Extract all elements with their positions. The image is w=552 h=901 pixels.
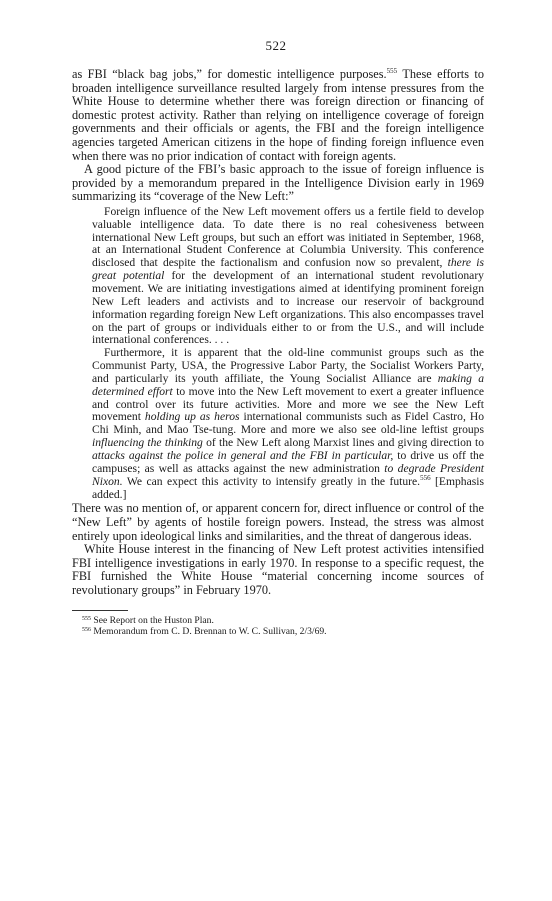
quote-paragraph-1: Foreign influence of the New Left movement offers us a fertile field to develop valuable intelligence data. To date there is no real cohesiveness between international New Left groups, but such an effort was initiated in September, 1968, at an International Student Conference at Columbia University. This conference disclosed that despite the factionalism and confusion now so prevalent, there is great potential for the development of an international student revolutionary movement. We are initiating investigations aimed at identifying prominent foreign New Left leaders and activists and to increase our reservoir of background information regarding foreign New Left organizations. This also encompasses travel on the part of groups or individuals either to or from the U.S., and will include international conferences. . . .: [92, 204, 484, 347]
block-quote: [92, 206, 484, 501]
footnote-ref-556: 556: [420, 473, 431, 482]
page-number: 522: [265, 38, 287, 53]
footnote-556: $^{556}$ Memorandum from C. D. Brennan to W. C. Sullivan, 2/3/69.: [82, 626, 327, 637]
paragraph-1: as FBI “black bag jobs,” for domestic intelligence purposes.$^{555}$ These efforts to broaden intelligence surveillance resulted largely from intense pressures from the White House to determine whether there was foreign direction or financing of domestic protest activity. Rather than relying on intelligence coverage of foreign governments and their officials or agents, the FBI and the foreign intelligence agencies targeted American citizens in the hope of finding foreign influence even when there was no prior indication of contact with foreign agents.: [72, 67, 484, 163]
paragraph-2: A good picture of the FBI’s basic approach to the issue of foreign influence is provided by a memorandum prepared in the Intelligence Division early in 1969 summarizing its “coverage of the New Left:”: [72, 162, 484, 204]
paragraph-3: There was no mention of, or apparent concern for, direct influence or control of the “New Left” by agents of hostile foreign powers. Instead, the stress was almost entirely upon ideological links and similarities, and the threat of dangerous ideas.: [72, 501, 484, 543]
paragraph-4: White House interest in the financing of New Left protest activities intensified FBI intelligence investigations in early 1970. In response to a specific request, the FBI furnished the White House “material concerning income sources of revolutionary groups” in February 1970.: [72, 542, 484, 597]
footnote-555: $^{555}$ See Report on the Huston Plan.: [82, 614, 214, 626]
footnote-ref-555: 555: [386, 67, 398, 75]
footnote-divider: [72, 610, 128, 611]
quote-paragraph-2: Furthermore, it is apparent that the old-line communist groups such as the Communist Party, USA, the Progressive Labor Party, the Socialist Workers Party, and particularly its youth affiliate, the Young Socialist Alliance are making a determined effort to move into the New Left movement to exert a greater influence and control over its future activities. More and more we see the New Left movement holding up as heros international communists such as Fidel Castro, Ho Chi Minh, and Mao Tse-tung. More and more we also see old-line leftist groups influencing the thinking of the New Left along Marxist lines and giving direction to attacks against the police in general and the FBI in particular, to drive us off the campuses; as well as attacks against the new administration to degrade President Nixon. We can expect this activity to intensify greatly in the future.$^{556}$ [Emphasis added.]: [92, 346, 485, 501]
page-body: [72, 68, 484, 638]
